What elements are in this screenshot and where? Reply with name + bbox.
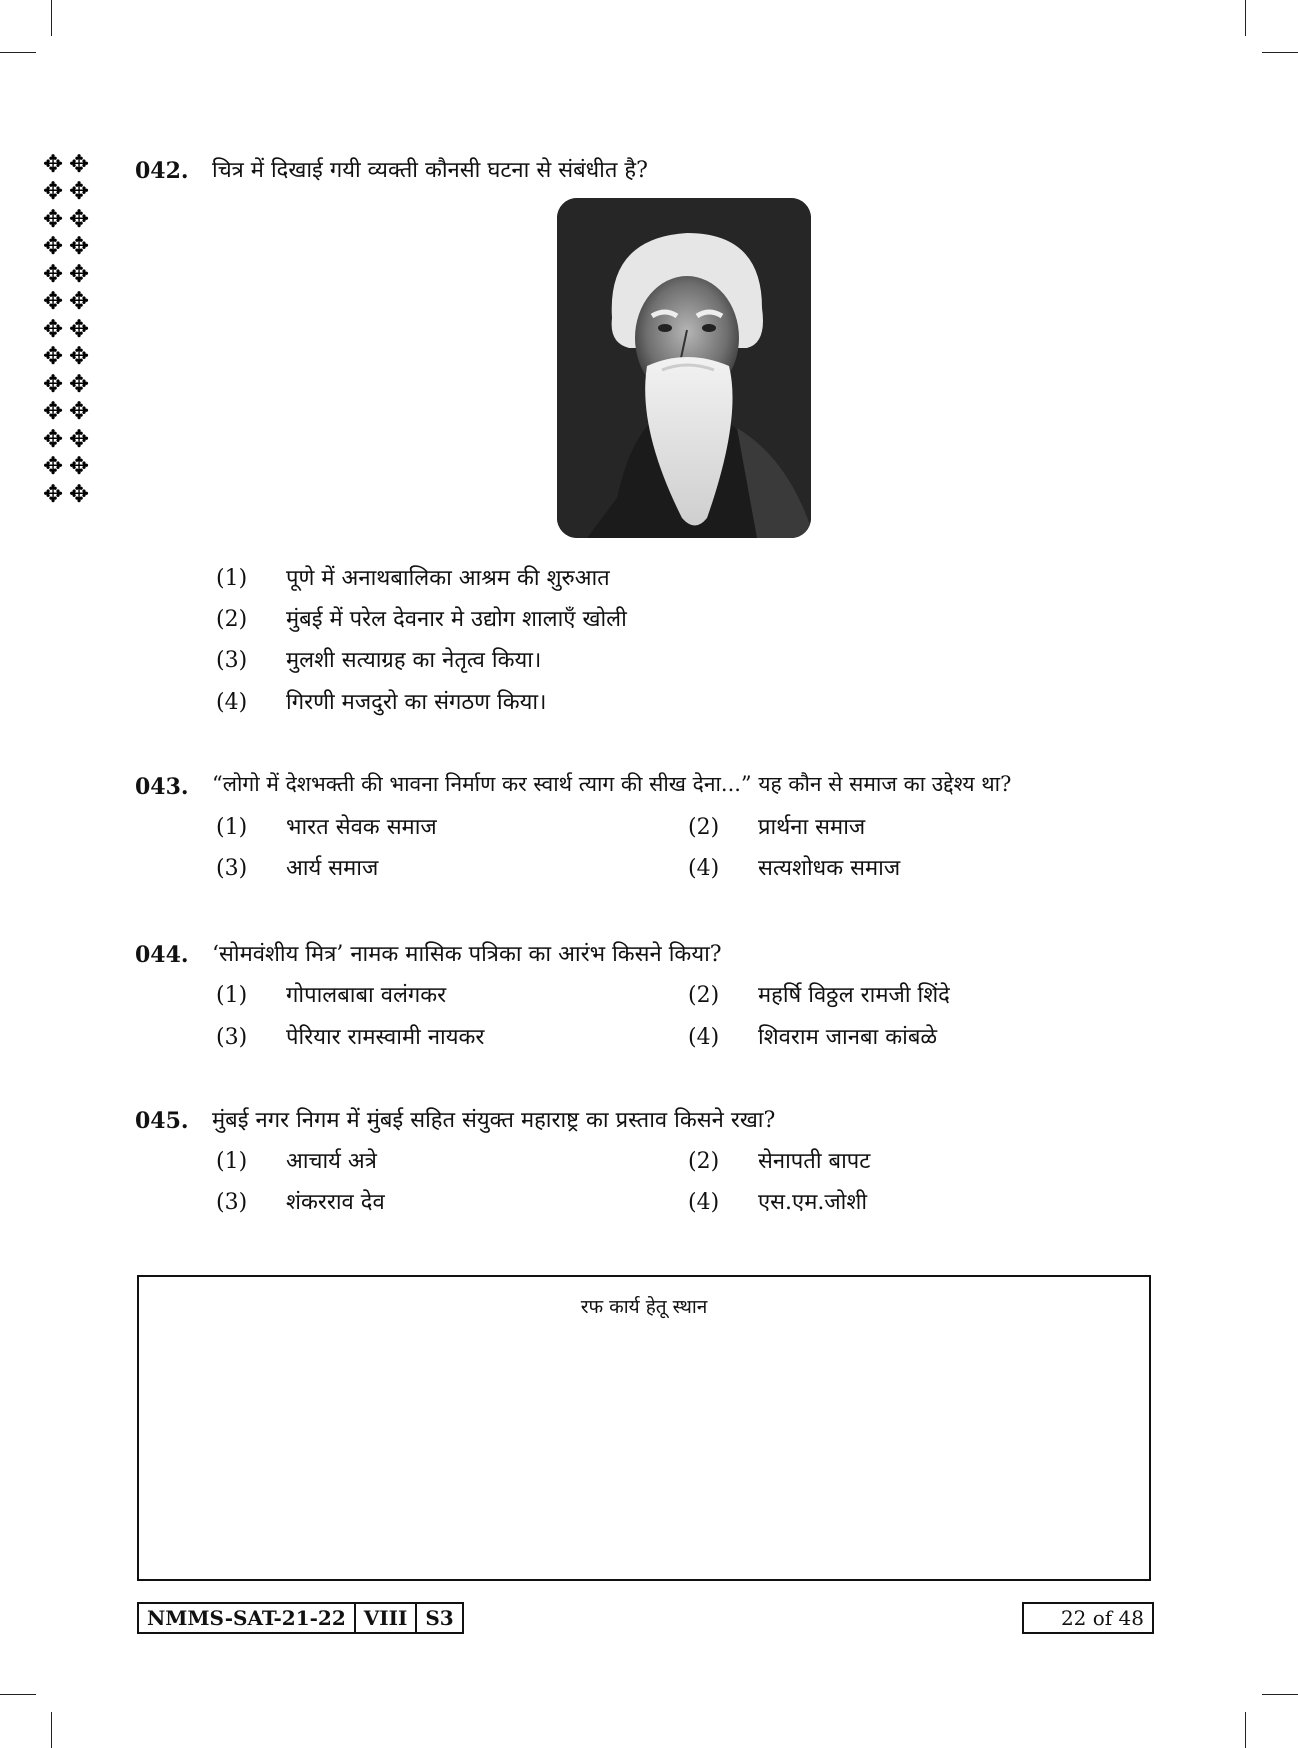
set-label: S3 [425,1606,454,1630]
option-number: (2) [216,607,248,632]
option-text: प्रार्थना समाज [758,815,866,840]
cross-flower-ornament-icon: ✥ [42,232,64,261]
option-item [216,1021,484,1051]
option-text: गिरणी मजदुरो का संगठण किया। [286,690,547,715]
portrait-photo [557,198,811,538]
cross-flower-ornament-icon: ✥ [42,342,64,371]
option-item [688,811,865,841]
ornament-column [40,150,96,508]
ornament-row [40,205,96,233]
question-text: चित्र में दिखाई गयी व्यक्ती कौनसी घटना से संबंधीत है? [212,158,648,183]
option-item [688,1186,867,1216]
class-label: VIII [356,1604,418,1632]
crop-mark [1245,0,1246,36]
question-text: मुंबई नगर निगम में मुंबई सहित संयुक्त महाराष्ट्र का प्रस्ताव किसने रखा? [212,1108,776,1133]
question-text: ‘सोमवंशीय मित्र’ नामक मासिक पत्रिका का आरंभ किसने किया? [212,942,722,967]
ornament-row [40,233,96,261]
option-text: सेनापती बापट [758,1149,871,1174]
option-number: (3) [216,648,248,673]
question-number: 045. [135,1108,189,1134]
ornament-row [40,343,96,371]
footer-code-box [137,1602,464,1634]
option-item [216,562,610,592]
option-text: महर्षि विठ्ठल रामजी शिंदे [758,983,950,1008]
option-number: (4) [688,856,720,881]
crop-mark [51,1712,52,1748]
exam-code: NMMS-SAT-21-22 [139,1604,356,1632]
cross-flower-ornament-icon: ✥ [68,232,90,261]
ornament-row [40,178,96,206]
option-number: (3) [216,1025,248,1050]
crop-mark [1262,52,1298,53]
ornament-row [40,288,96,316]
ornament-row [40,480,96,508]
option-item [688,1145,870,1175]
crop-mark [1262,1694,1298,1695]
option-text: शिवराम जानबा कांबळे [758,1025,938,1050]
cross-flower-ornament-icon: ✥ [68,479,90,508]
option-text: मुलशी सत्याग्रह का नेतृत्व किया। [286,648,542,673]
option-text: सत्यशोधक समाज [758,856,901,881]
crop-mark [0,52,36,53]
cross-flower-ornament-icon: ✥ [68,259,90,288]
cross-flower-ornament-icon: ✥ [42,204,64,233]
crop-mark [0,1694,36,1695]
crop-mark [1245,1712,1246,1748]
ornament-row [40,370,96,398]
cross-flower-ornament-icon: ✥ [68,149,90,178]
cross-flower-ornament-icon: ✥ [68,424,90,453]
question-number: 042. [135,158,189,184]
cross-flower-ornament-icon: ✥ [68,314,90,343]
cross-flower-ornament-icon: ✥ [68,204,90,233]
question-number: 043. [135,774,189,800]
cross-flower-ornament-icon: ✥ [42,259,64,288]
crop-mark [51,0,52,36]
cross-flower-ornament-icon: ✥ [42,369,64,398]
option-item [216,979,446,1009]
cross-flower-ornament-icon: ✥ [68,287,90,316]
option-text: भारत सेवक समाज [286,815,437,840]
option-text: पूणे में अनाथबालिका आश्रम की शुरुआत [286,566,610,591]
cross-flower-ornament-icon: ✥ [42,314,64,343]
cross-flower-ornament-icon: ✥ [68,369,90,398]
page-number: 22 of 48 [1022,1602,1154,1634]
cross-flower-ornament-icon: ✥ [68,452,90,481]
option-number: (4) [688,1025,720,1050]
cross-flower-ornament-icon: ✥ [42,452,64,481]
option-item [216,686,546,716]
option-text: आचार्य अत्रे [286,1149,377,1174]
cross-flower-ornament-icon: ✥ [68,342,90,371]
ornament-row [40,150,96,178]
option-number: (1) [216,1149,248,1174]
cross-flower-ornament-icon: ✥ [42,397,64,426]
option-number: (4) [216,690,248,715]
option-number: (1) [216,815,248,840]
option-text: मुंबई में परेल देवनार मे उद्योग शालाएँ खोली [286,607,627,632]
option-text: पेरियार रामस्वामी नायकर [286,1025,485,1050]
option-text: गोपालबाबा वलंगकर [286,983,447,1008]
rough-work-box [137,1275,1151,1581]
cross-flower-ornament-icon: ✥ [68,177,90,206]
question-text: “लोगो में देशभक्ती की भावना निर्माण कर स्वार्थ त्याग की सीख देना...” यह कौन से समाज का उद्देश्य था? [212,772,1012,796]
option-number: (4) [688,1190,720,1215]
option-item [216,811,437,841]
option-item [216,644,541,674]
option-item [216,1145,377,1175]
ornament-row [40,398,96,426]
cross-flower-ornament-icon: ✥ [68,397,90,426]
option-text: एस.एम.जोशी [758,1190,868,1215]
option-item [688,852,900,882]
option-item [216,1186,385,1216]
option-item [216,852,378,882]
cross-flower-ornament-icon: ✥ [42,287,64,316]
portrait-illustration [557,198,811,538]
ornament-row [40,260,96,288]
question-number: 044. [135,942,189,968]
option-number: (2) [688,1149,720,1174]
option-number: (3) [216,856,248,881]
option-item [688,1021,937,1051]
cross-flower-ornament-icon: ✥ [42,479,64,508]
cross-flower-ornament-icon: ✥ [42,149,64,178]
ornament-row [40,425,96,453]
option-number: (1) [216,566,248,591]
option-number: (3) [216,1190,248,1215]
option-text: शंकरराव देव [286,1190,385,1215]
option-text: आर्य समाज [286,856,379,881]
cross-flower-ornament-icon: ✥ [42,424,64,453]
cross-flower-ornament-icon: ✥ [42,177,64,206]
ornament-row [40,315,96,343]
option-item [688,979,950,1009]
rough-work-title: रफ कार्य हेतू स्थान [580,1296,708,1318]
option-number: (2) [688,983,720,1008]
ornament-row [40,453,96,481]
option-number: (1) [216,983,248,1008]
option-item [216,603,627,633]
option-number: (2) [688,815,720,840]
